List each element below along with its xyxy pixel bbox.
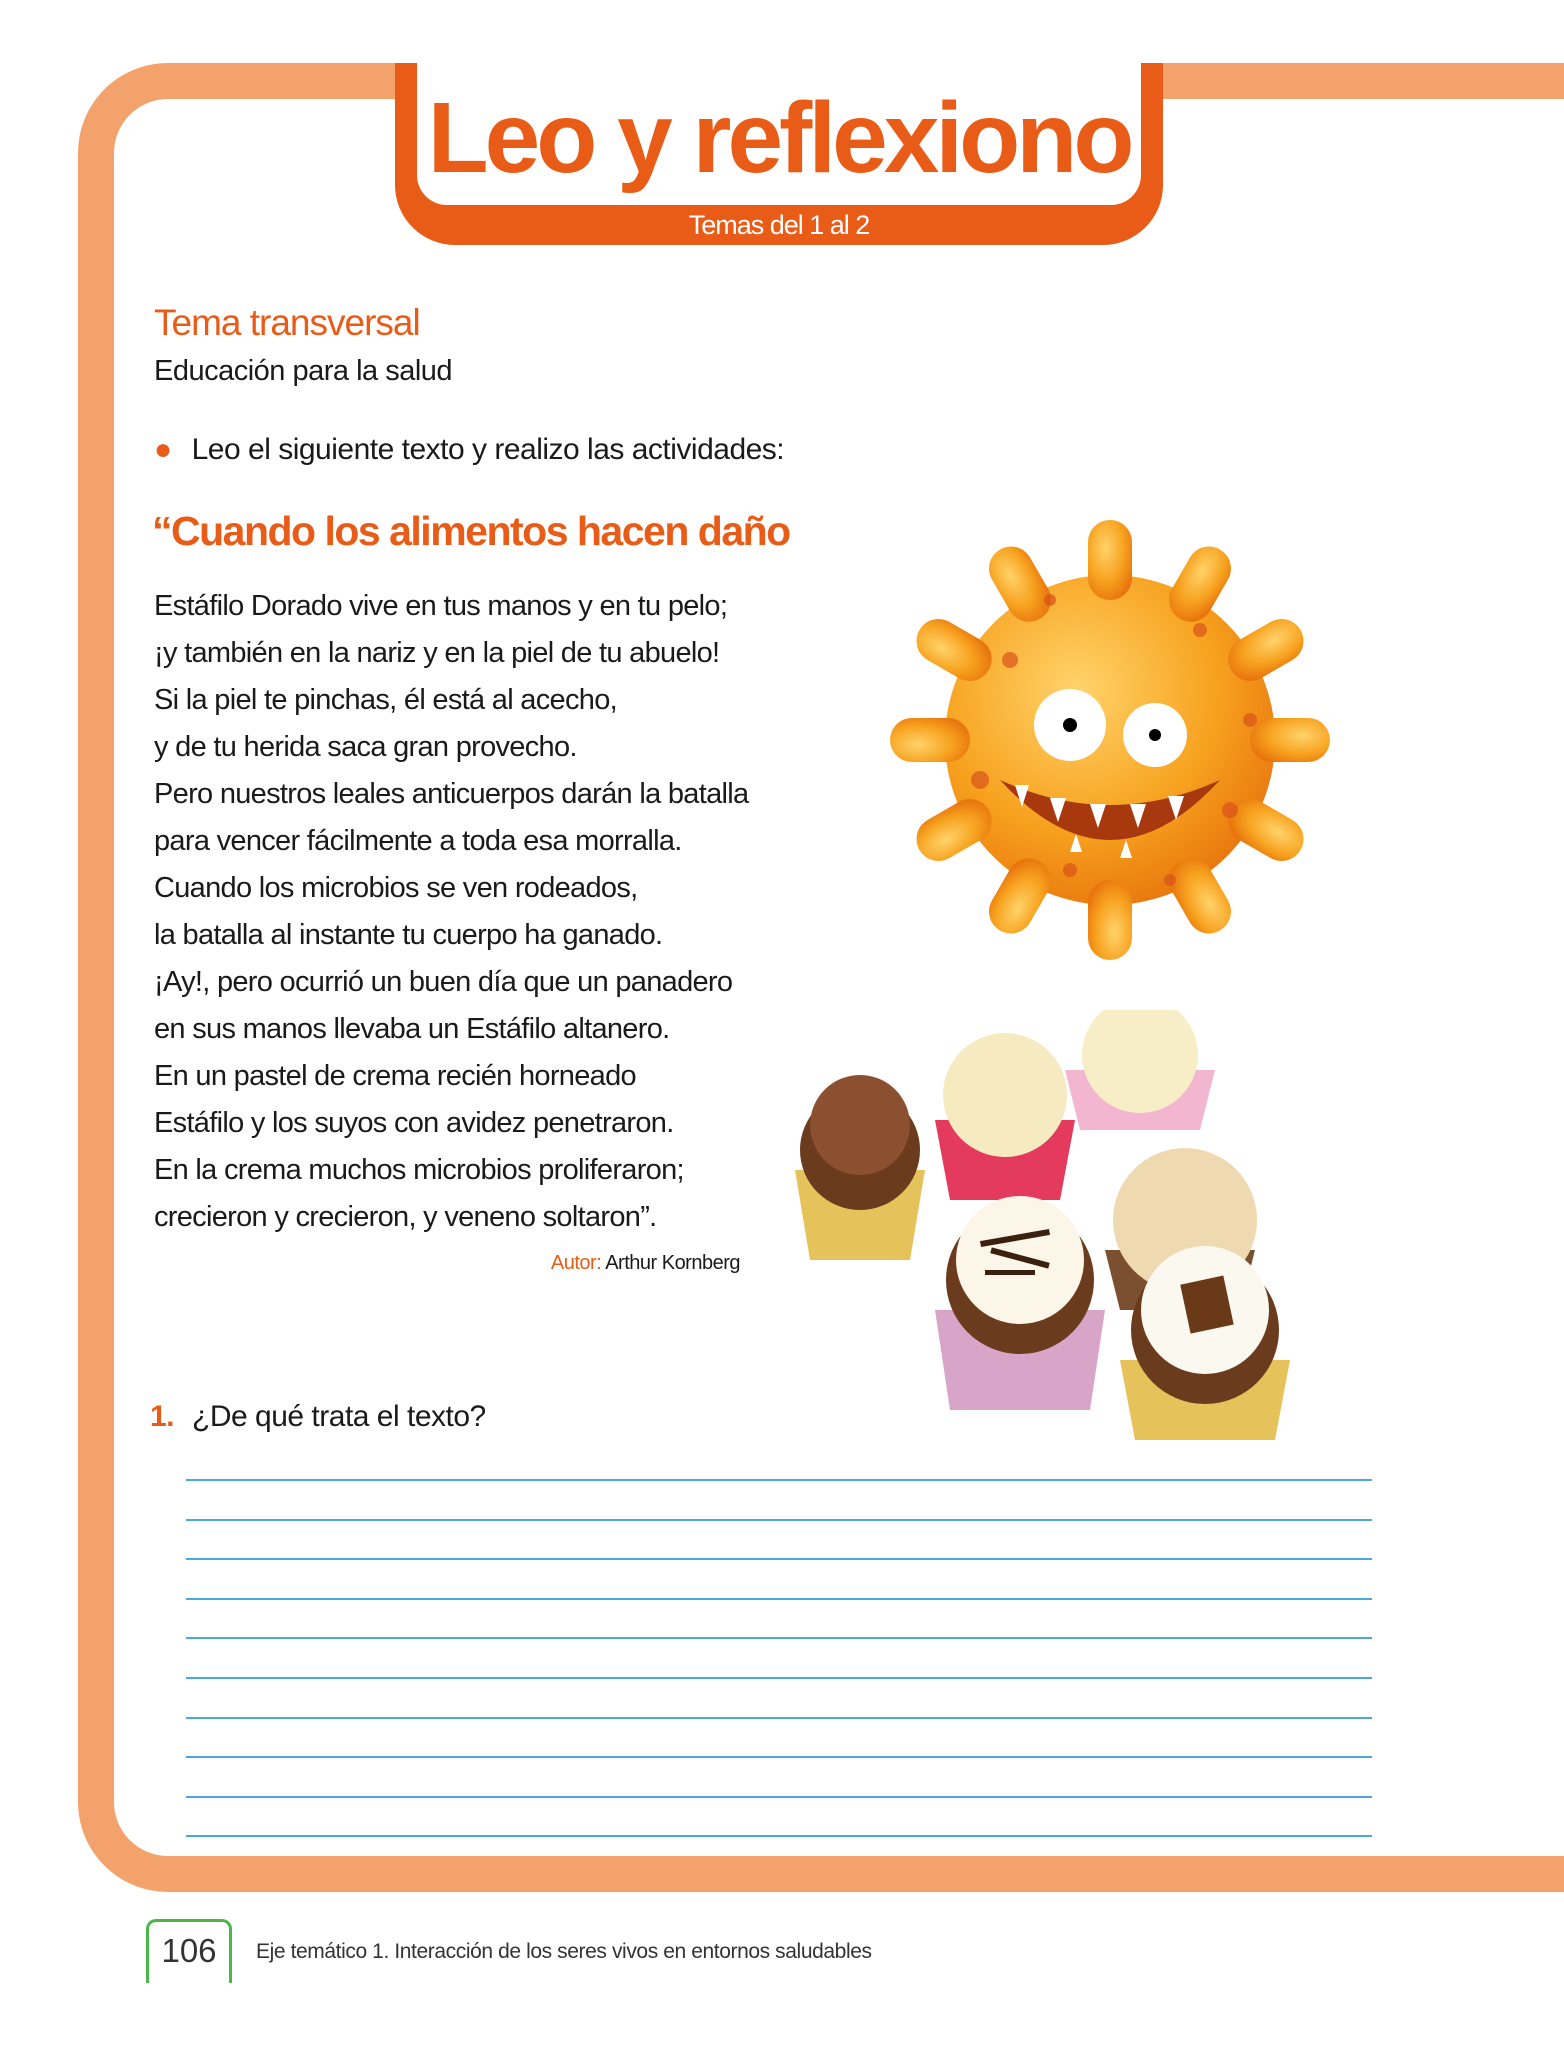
tema-label: Tema transversal (154, 302, 420, 343)
answer-line[interactable] (186, 1796, 1372, 1798)
poem-line: Estáfilo y los suyos con avidez penetraron. (154, 1107, 674, 1139)
tema-value: Educación para la salud (154, 355, 453, 387)
question-1 (150, 1400, 486, 1434)
poem-line: Pero nuestros leales anticuerpos darán la batalla (154, 778, 749, 810)
poem-title: “Cuando los alimentos hacen daño (152, 508, 790, 554)
poem-line: ¡Ay!, pero ocurrió un buen día que un panadero (154, 966, 733, 998)
poem-line: En la crema muchos microbios proliferaron; (154, 1154, 684, 1186)
footer-text: Eje temático 1. Interacción de los seres vivos en entornos saludables (256, 1940, 872, 1963)
poem-line: y de tu herida saca gran provecho. (154, 731, 577, 763)
answer-line[interactable] (186, 1717, 1372, 1719)
page-number: 106 (146, 1919, 232, 1983)
answer-line[interactable] (186, 1479, 1372, 1481)
poem-line: Si la piel te pinchas, él está al acecho, (154, 684, 617, 716)
cupcake (795, 1075, 925, 1260)
page-subtitle: Temas del 1 al 2 (688, 210, 870, 240)
poem-body (154, 583, 748, 1241)
answer-line[interactable] (186, 1756, 1372, 1758)
question-number: 1. (150, 1400, 175, 1433)
answer-line[interactable] (186, 1835, 1372, 1837)
answer-line[interactable] (186, 1677, 1372, 1679)
poem-line: En un pastel de crema recién horneado (154, 1060, 636, 1092)
author-label: Autor: (550, 1252, 602, 1274)
poem-line: para vencer fácilmente a toda esa morralla. (154, 825, 682, 857)
instruction-text: Leo el siguiente texto y realizo las actividades: (191, 433, 785, 466)
poem-line: Cuando los microbios se ven rodeados, (154, 872, 638, 904)
poem-line: Estáfilo Dorado vive en tus manos y en tu pelo; (154, 590, 728, 622)
answer-line[interactable] (186, 1637, 1372, 1639)
poem-line: ¡y también en la nariz y en la piel de tu abuelo! (154, 637, 720, 669)
author-name: Arthur Kornberg (605, 1252, 740, 1274)
answer-line[interactable] (186, 1558, 1372, 1560)
cupcakes-photo (775, 1010, 1395, 1446)
instruction (154, 433, 784, 467)
bullet-icon: ● (154, 433, 172, 466)
answer-line[interactable] (186, 1519, 1372, 1521)
answer-line[interactable] (186, 1598, 1372, 1600)
germ-illustration (870, 500, 1350, 980)
poem-author (540, 1252, 740, 1275)
poem-line: en sus manos llevaba un Estáfilo altanero. (154, 1013, 670, 1045)
poem-line: crecieron y crecieron, y veneno soltaron”. (154, 1201, 657, 1233)
question-text: ¿De qué trata el texto? (192, 1400, 486, 1433)
page-title: Leo y reflexiono (427, 82, 1131, 194)
poem-line: la batalla al instante tu cuerpo ha ganado. (154, 919, 663, 951)
